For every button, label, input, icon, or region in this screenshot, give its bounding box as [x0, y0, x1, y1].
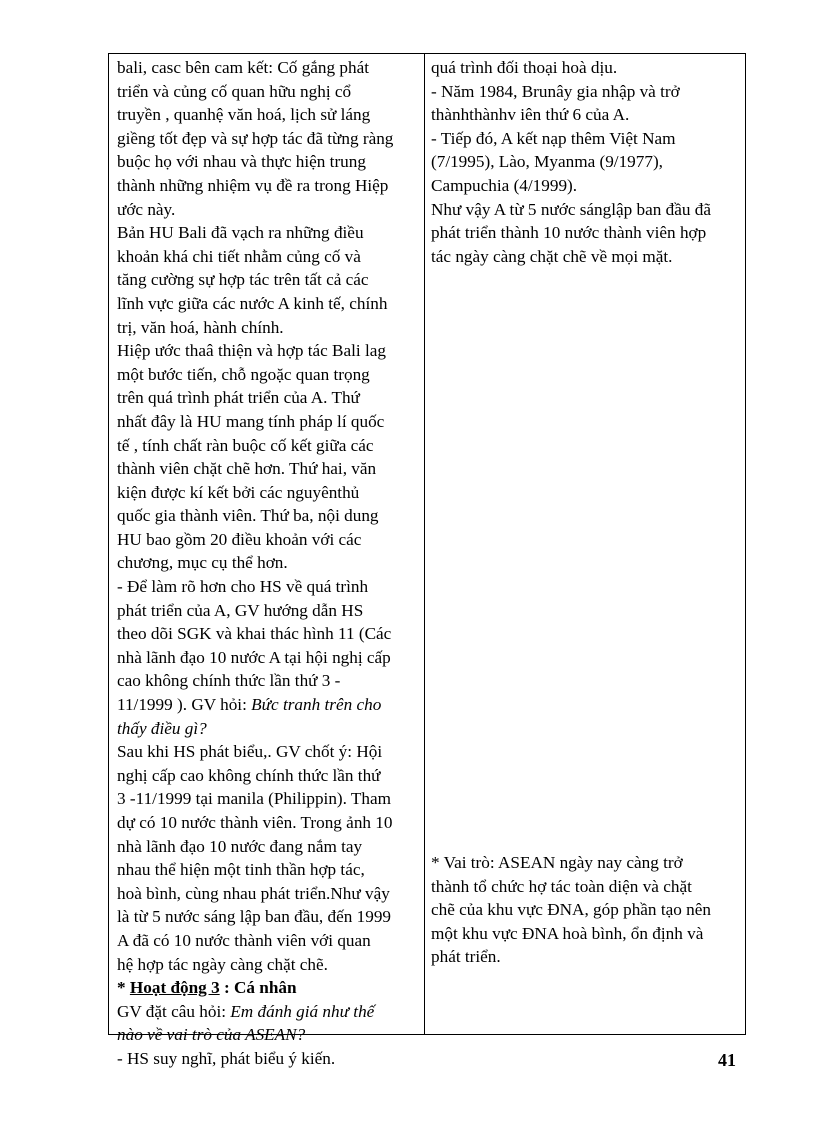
text-line: * Vai trò: ASEAN ngày nay càng trở: [431, 853, 683, 872]
text-line: nhà lãnh đạo 10 nước đang nắm tay: [117, 836, 363, 856]
page-number: 41: [718, 1050, 736, 1070]
text-line: nhà lãnh đạo 10 nước A tại hội nghị cấp: [117, 647, 391, 667]
text-line: Campuchia (4/1999).: [431, 175, 578, 195]
text-line: cao không chính thức lần thứ 3 -: [117, 671, 341, 691]
text-line: Như vậy A từ 5 nước sánglập ban đầu đã: [431, 199, 711, 219]
text-line: hệ hợp tác ngày càng chặt chẽ.: [117, 954, 328, 974]
text-line: khoản khá chi tiết nhằm củng cố và: [117, 246, 361, 266]
text-line: theo dõi SGK và khai thác hình 11 (Các: [117, 624, 392, 644]
text-line: - HS suy nghĩ, phát biểu ý kiến.: [117, 1048, 336, 1068]
text-line: chương, mục cụ thể hơn.: [117, 553, 288, 573]
question-prefix: GV đặt câu hỏi:: [117, 1001, 231, 1021]
text-line: quốc gia thành viên. Thứ ba, nội dung: [117, 506, 379, 526]
activity-title: Hoạt động 3: [129, 978, 220, 998]
text-line: (7/1995), Lào, Myanma (9/1977),: [431, 152, 663, 172]
content-table: [108, 53, 746, 1068]
text-line: thành tổ chức hợ tác toàn diện và chặt: [431, 876, 692, 896]
text-line: tăng cường sự hợp tác trên tất cả các: [117, 270, 369, 290]
gv-question-line: [117, 693, 420, 717]
text-line: kiện được kí kết bởi các nguyênthủ: [117, 482, 360, 502]
gv-question-text: Bức tranh trên cho: [251, 695, 382, 715]
text-line: một khu vực ĐNA hoà bình, ổn định và: [431, 923, 704, 943]
text-line: A đã có 10 nước thành viên với quan: [117, 930, 371, 950]
text-line: lĩnh vực giữa các nước A kinh tế, chính: [117, 293, 388, 313]
text-line: một bước tiến, chỗ ngoặc quan trọng: [117, 364, 370, 384]
text-line: trên quá trình phát triển của A. Thứ: [117, 388, 360, 408]
text-line: thành những nhiệm vụ đề ra trong Hiệp: [117, 175, 389, 195]
text-line: nghị cấp cao không chính thức lần thứ: [117, 765, 381, 785]
text-line: Sau khi HS phát biểu,. GV chốt ý: Hội: [117, 742, 383, 762]
question-text-continued: nào về vai trò của ASEAN?: [117, 1025, 306, 1045]
activity-heading: [117, 976, 420, 1000]
teacher-activity-column: [109, 54, 425, 1068]
text-line: dự có 10 nước thành viên. Trong ảnh 10: [117, 813, 393, 832]
content-column: [425, 54, 745, 1034]
text-line: HU bao gồm 20 điều khoản với các: [117, 529, 362, 549]
text-line: thành viên chặt chẽ hơn. Thứ hai, văn: [117, 459, 377, 479]
text-line: là từ 5 nước sáng lập ban đầu, đến 1999: [117, 907, 392, 927]
gv-question-prefix: 11/1999 ). GV hỏi:: [117, 695, 252, 715]
text-line: chẽ của khu vực ĐNA, góp phần tạo nên: [431, 900, 711, 920]
text-line: Hiệp ước thaâ thiện và hợp tác Bali lag: [117, 341, 386, 361]
text-line: nhất đây là HU mang tính pháp lí quốc: [117, 411, 385, 431]
text-line: - Để làm rõ hơn cho HS về quá trình: [117, 577, 369, 597]
text-line: tác ngày càng chặt chẽ về mọi mặt.: [431, 246, 673, 266]
text-line: phát triển của A, GV hướng dẫn HS: [117, 600, 364, 620]
text-line: thànhthànhv iên thứ 6 của A.: [431, 105, 630, 125]
text-line: nhau thể hiện một tinh thần hợp tác,: [117, 860, 365, 880]
text-line: trị, văn hoá, hành chính.: [117, 317, 284, 337]
text-line: ước này.: [117, 199, 176, 219]
asean-role-block: [431, 851, 711, 969]
question-text: Em đánh giá như thế: [230, 1001, 375, 1021]
text-line: - Tiếp đó, A kết nạp thêm Việt Nam: [431, 128, 676, 148]
text-line: truyền , quanhệ văn hoá, lịch sử láng: [117, 105, 371, 125]
text-line: giềng tốt đẹp và sự hợp tác đã từng ràng: [117, 128, 394, 148]
text-line: Bản HU Bali đã vạch ra những điều: [117, 223, 364, 243]
text-line: phát triển.: [431, 947, 501, 967]
text-line: triển và củng cố quan hữu nghị cổ: [117, 81, 352, 101]
text-line: hoà bình, cùng nhau phát triển.Như vậy: [117, 883, 390, 903]
text-line: bali, casc bên cam kết: Cố gắng phát: [117, 58, 369, 77]
text-line: - Năm 1984, Brunây gia nhập và trở: [431, 81, 680, 101]
text-line: tế , tính chất ràn buộc cố kết giữa các: [117, 435, 374, 455]
gv-question-text-continued: thấy điều gì?: [117, 718, 207, 738]
activity-star: *: [117, 978, 130, 998]
text-line: phát triển thành 10 nước thành viên hợp: [431, 223, 707, 243]
text-line: 3 -11/1999 tại manila (Philippin). Tham: [117, 789, 392, 809]
text-line: quá trình đối thoại hoà dịu.: [431, 58, 618, 77]
text-line: buộc họ với nhau và thực hiện trung: [117, 152, 366, 172]
activity-mode: : Cá nhân: [219, 978, 297, 998]
question-line: [117, 1000, 420, 1024]
